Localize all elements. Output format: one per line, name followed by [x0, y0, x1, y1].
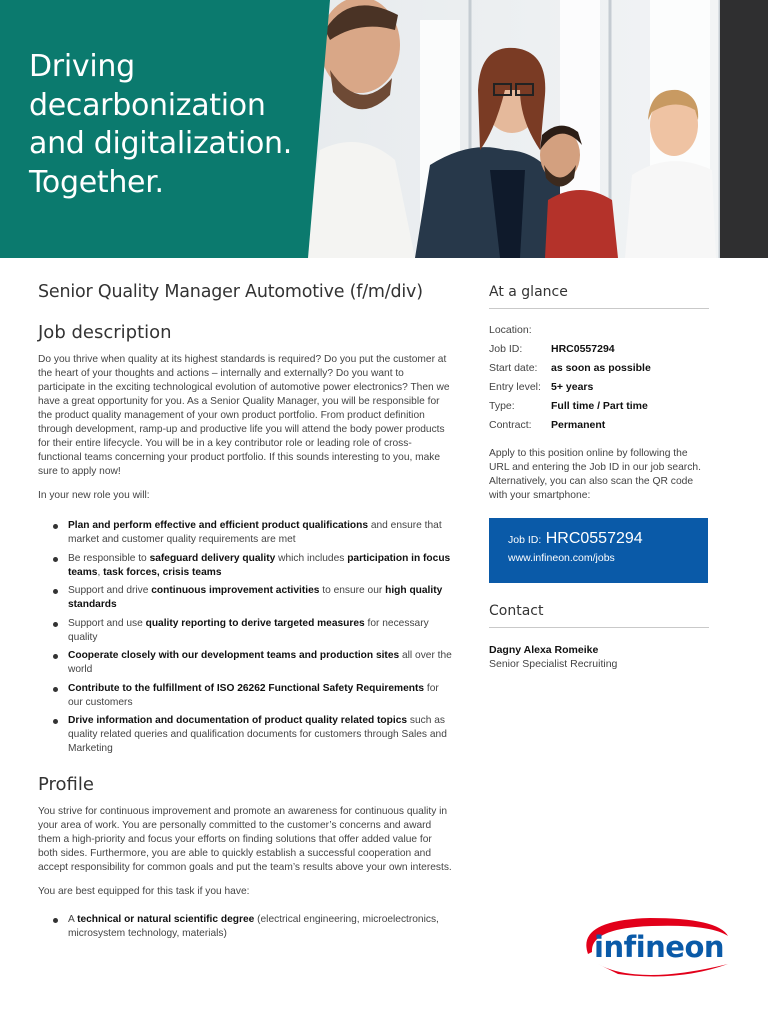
glance-row: [489, 340, 709, 359]
list-item: [38, 649, 453, 677]
at-a-glance-heading: At a glance: [489, 284, 709, 309]
bullet-text: which includes: [275, 552, 348, 564]
glance-table: [489, 321, 709, 435]
contact-name: Dagny Alexa Romeike: [489, 644, 599, 656]
hero-headline: [29, 48, 329, 202]
bullet-text: all over the world: [68, 650, 452, 675]
bullet-emphasis: Contribute to the fulfillment of ISO 26262 Functional Safety Requirements: [68, 682, 425, 694]
contact-heading: Contact: [489, 603, 709, 628]
hero-headline-line: Driving: [29, 49, 135, 84]
glance-row: [489, 378, 709, 397]
bullet-text: Be responsible to: [68, 552, 150, 564]
job-details: [38, 282, 453, 946]
hero-headline-line: decarbonization: [29, 87, 266, 123]
job-description-text: Do you thrive when quality at its highest standards is required? Do you put the customer at the heart of your thoughts and actions – internally and externally? Do you want to participate in the exciting technological evolution of automotive power electronics? Then we have a great opportunity for you. As a Senior Quality Manager, you will be responsible for the product quality management of your own product portfolio. From product definition through development, ramp-up and productive life you will attend the body power products for their entire lifecycle. You will be in a key contributor role or leading role of cross-functional teams concerning your product portfolio. If this sounds interesting to you, make sure to apply now!: [38, 354, 450, 477]
profile-intro: You are best equipped for this task if you have:: [38, 886, 250, 897]
bullet-emphasis: Cooperate closely with our development teams and production sites: [68, 650, 400, 661]
list-item: [38, 552, 453, 580]
bullet-text: for our customers: [68, 682, 439, 708]
job-id-box-value: HRC0557294: [545, 530, 643, 547]
glance-value: Permanent: [551, 419, 606, 431]
bullet-emphasis: safeguard delivery quality: [149, 552, 276, 564]
bullet-text: Support and use: [68, 617, 146, 629]
bullet-emphasis: quality reporting to derive targeted measures: [145, 617, 365, 629]
glance-value: 5+ years: [551, 381, 594, 393]
bullet-text: ,: [97, 566, 104, 578]
list-item: [38, 584, 453, 612]
infineon-logo: [578, 912, 734, 984]
hero-headline-line: Together.: [29, 164, 164, 200]
bullet-emphasis: Drive information and documentation of product quality related topics: [68, 715, 408, 726]
sidebar: [489, 284, 709, 670]
glance-value: as soon as possible: [551, 362, 651, 374]
hero-banner: [0, 0, 768, 258]
bullet-text: for necessary quality: [68, 617, 429, 643]
apply-instructions: Apply to this position online by following the URL and entering the Job ID in our job search. Alternatively, you can also scan the QR code with your smartphone:: [489, 448, 701, 501]
glance-label: Type:: [489, 400, 515, 412]
job-id-box-label: Job ID:: [508, 534, 542, 546]
bullet-emphasis: high quality standards: [68, 585, 443, 610]
job-title: Senior Quality Manager Automotive (f/m/div): [38, 282, 423, 302]
glance-label: Contract:: [489, 419, 532, 431]
hero-headline-line: and digitalization.: [29, 126, 292, 161]
glance-row: [489, 416, 709, 435]
glance-row: [489, 321, 709, 340]
contact-role: Senior Specialist Recruiting: [489, 658, 618, 670]
list-item: [38, 714, 453, 756]
job-id-box: [489, 518, 708, 583]
bullet-emphasis: technical or natural scientific degree: [77, 914, 255, 925]
bullet-text: (electrical engineering, microelectronics, microsystem technology, materials): [68, 914, 439, 939]
list-item: [38, 682, 453, 710]
glance-row: [489, 359, 709, 378]
glance-label: Location:: [489, 324, 532, 336]
logo-wordmark: infineon: [594, 930, 725, 964]
bullet-emphasis: task forces, crisis teams: [103, 566, 222, 578]
bullet-text: and ensure that market and customer quality requirements are met: [68, 520, 442, 545]
glance-label: Entry level:: [489, 381, 541, 393]
glance-value: Full time / Part time: [551, 400, 648, 412]
bullet-text: Support and drive: [68, 585, 152, 596]
glance-label: Job ID:: [489, 343, 523, 355]
glance-value: HRC0557294: [551, 343, 615, 355]
bullet-emphasis: Plan and perform effective and efficient product qualifications: [68, 520, 369, 531]
bullet-emphasis: continuous improvement activities: [151, 585, 320, 596]
list-item: [38, 913, 453, 941]
role-intro: In your new role you will:: [38, 490, 150, 501]
glance-row: [489, 397, 709, 416]
glance-label: Start date:: [489, 362, 538, 374]
profile-bullet-list: [38, 913, 453, 941]
profile-heading: Profile: [38, 774, 94, 795]
job-description-heading: Job description: [38, 322, 172, 343]
list-item: [38, 617, 453, 645]
bullet-emphasis: participation in focus teams: [68, 552, 451, 578]
jobs-url-link[interactable]: www.infineon.com/jobs: [508, 552, 615, 564]
bullet-text: to ensure our: [319, 585, 386, 596]
bullet-text: A: [68, 914, 78, 925]
list-item: [38, 519, 453, 547]
role-bullet-list: [38, 519, 453, 756]
bullet-text: such as quality related queries and qualification documents for customers through Sales and Marketing: [68, 715, 447, 754]
profile-text: You strive for continuous improvement and promote an awareness for continuous quality in your area of work. You are personally committed to the customer’s concerns and award them a high-priority and focus your efforts on finding solutions that offer added value for both sides. Furthermore, you are able to quickly establish a successful cooperation and accept responsibility for common goals and put the team’s results above your own interests.: [38, 806, 452, 873]
